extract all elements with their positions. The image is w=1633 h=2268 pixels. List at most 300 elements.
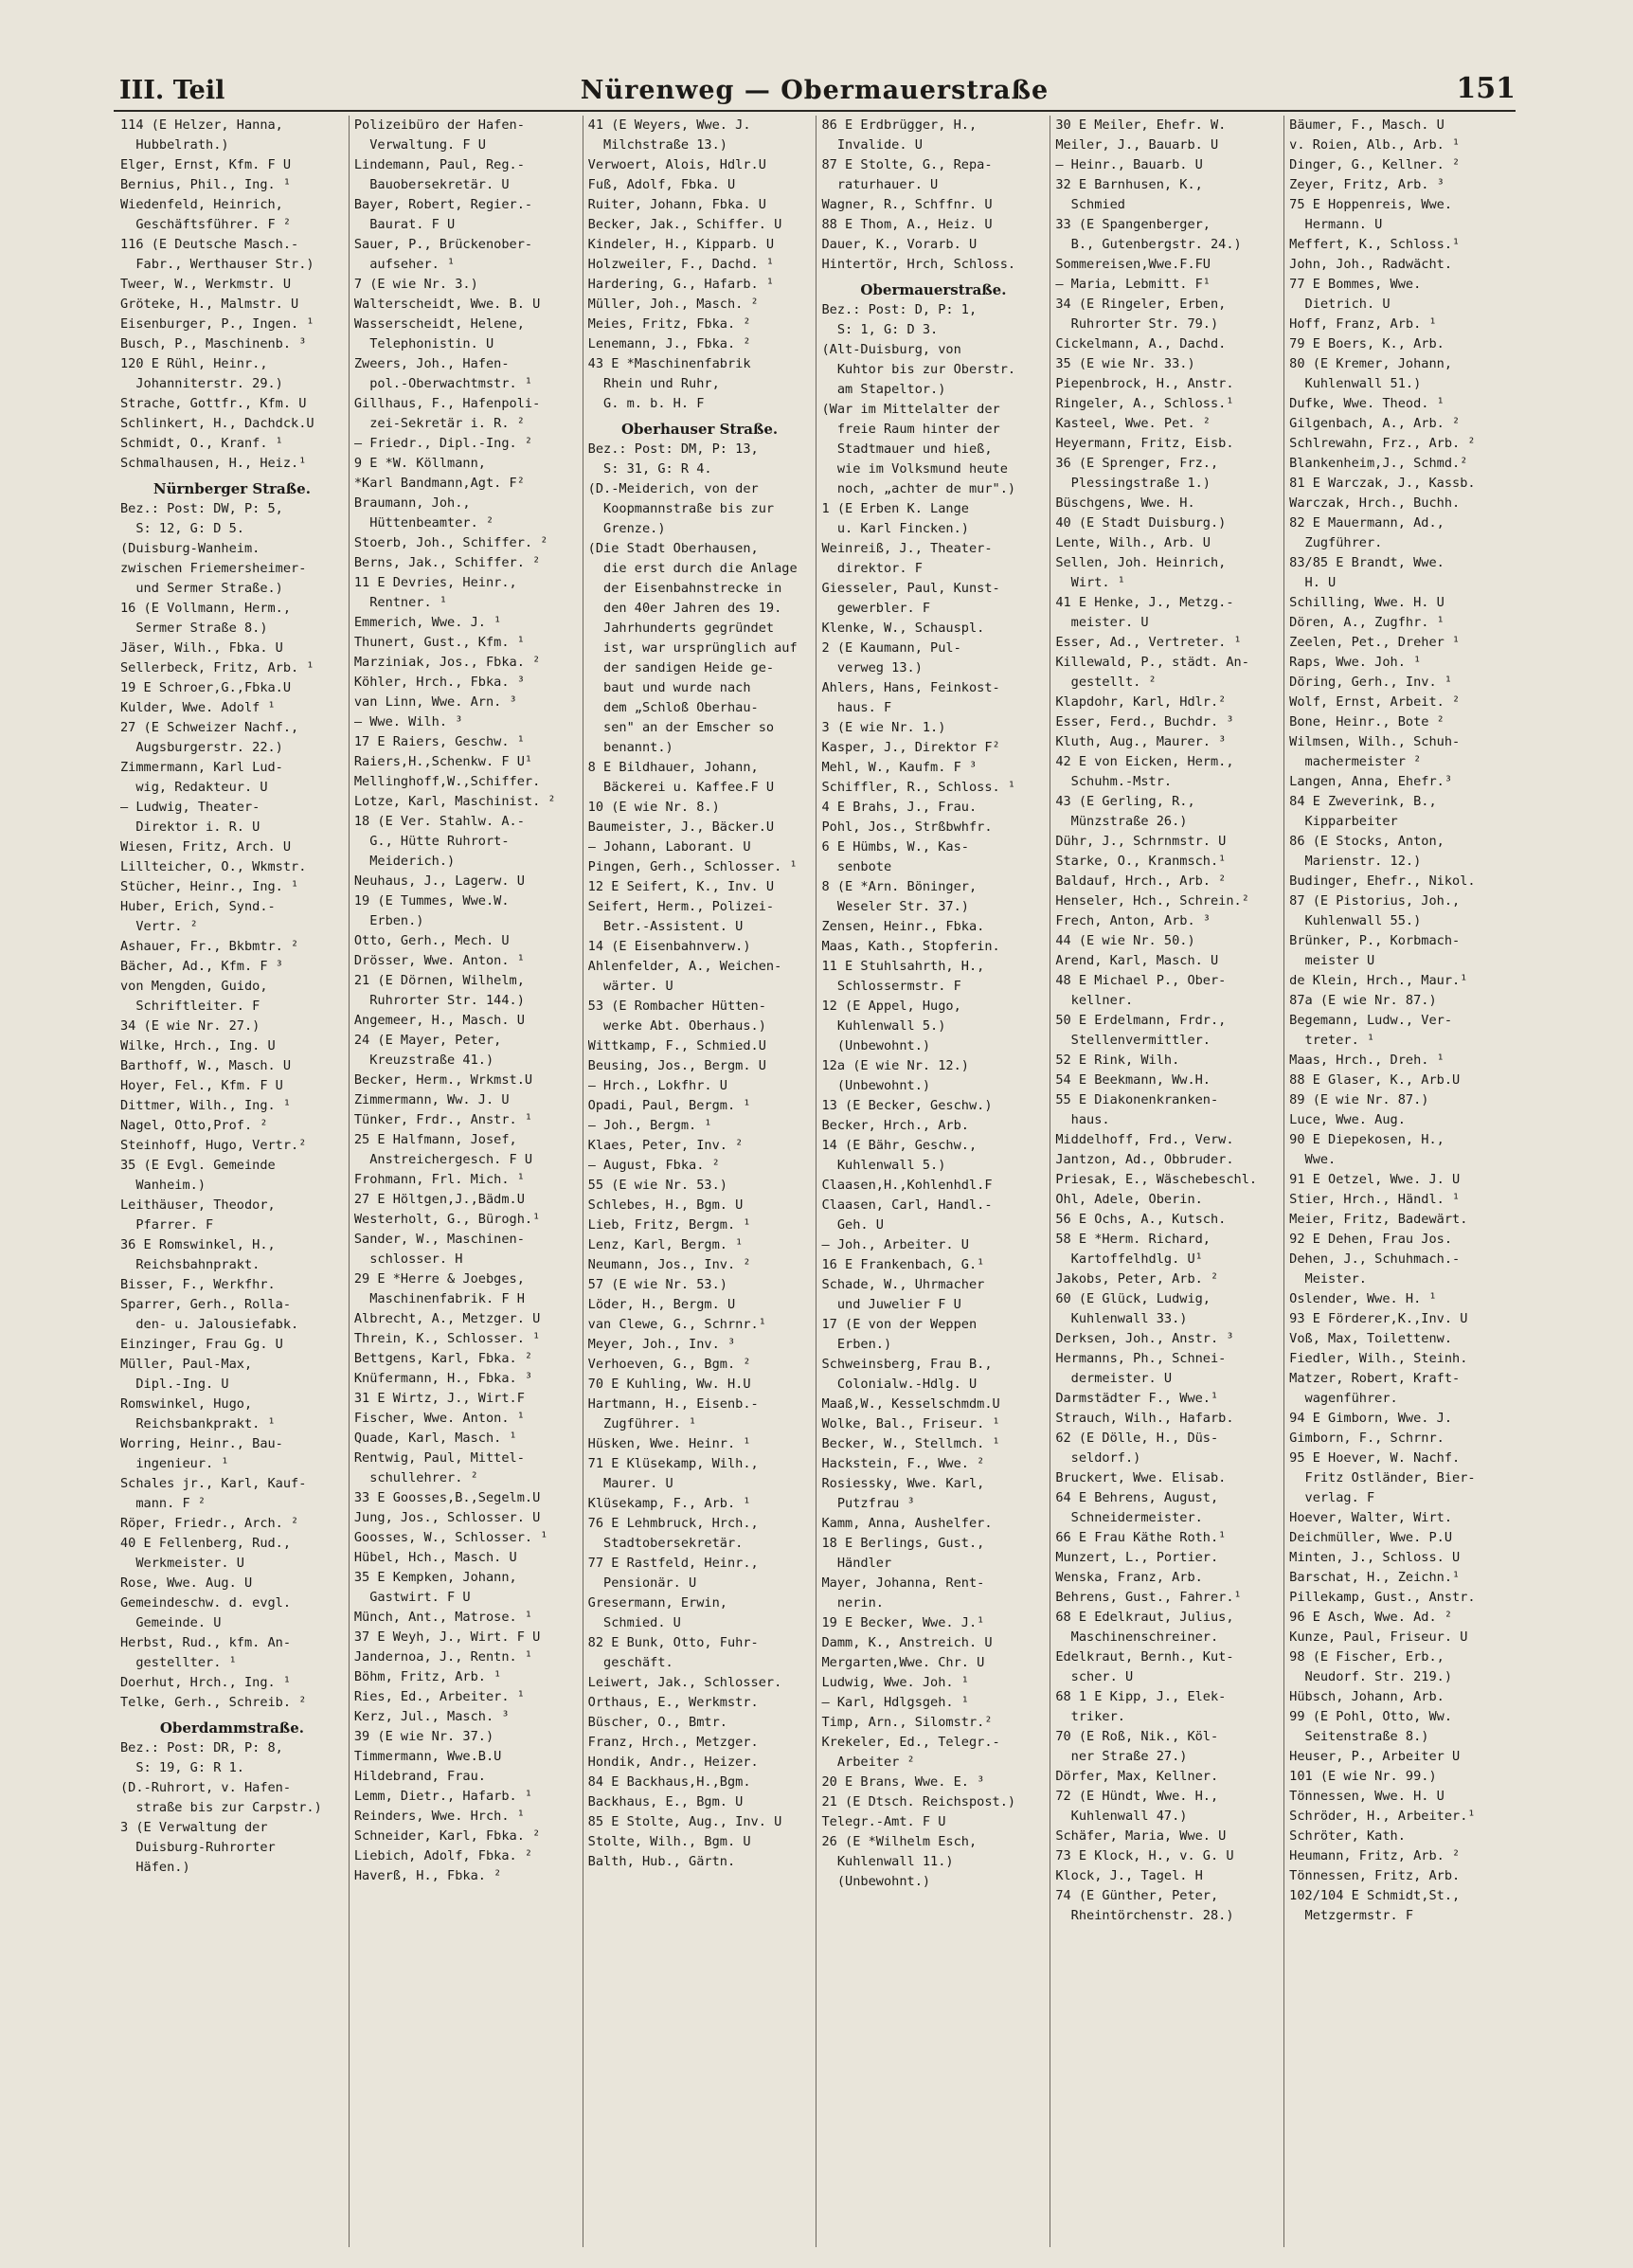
entry-line: Stücher, Heinr., Ing. ¹ [120, 879, 299, 894]
entry-line: Telegr.-Amt. F U [821, 1814, 946, 1829]
entry-line: Quade, Karl, Masch. ¹ [353, 1431, 517, 1446]
entry-line: Milchstraße 13.) [587, 137, 727, 153]
entry-line: 1 (E Erben K. Lange [821, 501, 969, 516]
entry-line: 62 (E Dölle, H., Düs- [1055, 1431, 1219, 1446]
entry-line: (Duisburg-Wanheim. [120, 541, 260, 556]
entry-line: Tönnessen, Wwe. H. U [1289, 1789, 1445, 1804]
entry-line: 32 E Barnhusen, K., [1055, 177, 1203, 192]
entry-line: Zugführer. [1289, 535, 1383, 550]
entry-line: Heuser, P., Arbeiter U [1289, 1749, 1461, 1764]
entry-line: Dinger, G., Kellner. ² [1289, 157, 1461, 172]
entry-line: 4 E Brahs, J., Frau. [821, 800, 978, 815]
entry-line: Meies, Fritz, Fbka. ² [587, 316, 751, 332]
entry-line: Stellenvermittler. [1055, 1033, 1211, 1048]
entry-line: Neuhaus, J., Lagerw. U [353, 873, 525, 889]
entry-line: Kuhlenwall 5.) [821, 1158, 946, 1173]
entry-line: v. Roien, Alb., Arb. ¹ [1289, 137, 1461, 153]
entry-line: 14 (E Bähr, Geschw., [821, 1138, 978, 1153]
entry-line: die erst durch die Anlage [587, 561, 798, 576]
entry-line: Haverß, H., Fbka. ² [353, 1868, 502, 1883]
entry-line: 25 E Halfmann, Josef, [353, 1132, 517, 1147]
entry-line: gestellt. ² [1055, 675, 1157, 690]
entry-line: *Karl Bandmann,Agt. F² [353, 476, 525, 491]
entry-line: 81 E Warczak, J., Kassb. [1289, 476, 1476, 491]
entry-line: Stadtmauer und hieß, [821, 441, 993, 457]
entry-line: am Stapeltor.) [821, 382, 946, 397]
entry-line: 74 (E Günther, Peter, [1055, 1888, 1219, 1903]
entry-line: Raps, Wwe. Joh. ¹ [1289, 655, 1422, 670]
entry-line: 48 E Michael P., Ober- [1055, 973, 1227, 988]
entry-line: 98 (E Fischer, Erb., [1289, 1649, 1445, 1665]
entry-line: 36 (E Sprenger, Frz., [1055, 456, 1219, 471]
entry-line: 7 (E wie Nr. 3.) [353, 277, 478, 292]
entry-line: 96 E Asch, Wwe. Ad. ² [1289, 1610, 1453, 1625]
entry-line: 16 (E Vollmann, Herm., [120, 601, 292, 616]
street-heading: Obermauerstraße. [860, 281, 1007, 298]
entry-line: 86 (E Stocks, Anton, [1289, 834, 1445, 849]
entry-line: Zweers, Joh., Hafen- [353, 356, 510, 371]
column-3 [583, 116, 816, 2247]
entry-line: 42 E von Eicken, Herm., [1055, 754, 1234, 769]
entry-line: Schilling, Wwe. H. U [1289, 595, 1445, 610]
entry-line: den- u. Jalousiefabk. [120, 1317, 299, 1332]
entry-line: Anstreichergesch. F U [353, 1152, 533, 1167]
entry-line: Bez.: Post: DW, P: 5, [120, 501, 283, 516]
entry-line: Duisburg-Ruhrorter [120, 1840, 276, 1855]
entry-line: Direktor i. R. U [120, 819, 260, 835]
entry-line: Westerholt, G., Bürogh.¹ [353, 1212, 541, 1227]
entry-line: Betr.-Assistent. U [587, 919, 744, 934]
entry-line: 3 (E wie Nr. 1.) [821, 720, 946, 735]
entry-line: Raiers,H.,Schenkw. F U¹ [353, 754, 533, 769]
entry-line: scher. U [1055, 1669, 1134, 1684]
entry-line: Wilke, Hrch., Ing. U [120, 1038, 276, 1053]
entry-line: Dörfer, Max, Kellner. [1055, 1769, 1219, 1784]
entry-line: Johanniterstr. 29.) [120, 376, 283, 391]
entry-line: Arend, Karl, Masch. U [1055, 953, 1219, 968]
entry-line: Röper, Friedr., Arch. ² [120, 1516, 299, 1531]
entry-line: Balth, Hub., Gärtn. [587, 1854, 736, 1869]
entry-line: Sander, W., Maschinen- [353, 1232, 525, 1247]
entry-line: — Joh., Bergm. ¹ [587, 1118, 712, 1133]
entry-line: Baurat. F U [353, 217, 456, 232]
entry-line: Stolte, Wilh., Bgm. U [587, 1834, 751, 1849]
entry-line: ingenieur. ¹ [120, 1456, 229, 1471]
entry-line: Verwoert, Alois, Hdlr.U [587, 157, 766, 172]
entry-line: Ruhrorter Str. 79.) [1055, 316, 1219, 332]
entry-line: Ruhrorter Str. 144.) [353, 993, 525, 1008]
entry-line: Schlebes, H., Bgm. U [587, 1197, 744, 1213]
entry-line: Hermann. U [1289, 217, 1383, 232]
entry-line: 87 E Stolte, G., Repa- [821, 157, 993, 172]
entry-line: wärter. U [587, 979, 673, 994]
entry-line: 43 (E Gerling, R., [1055, 794, 1195, 809]
entry-line: 58 E *Herm. Richard, [1055, 1232, 1211, 1247]
entry-line: van Linn, Wwe. Arn. ³ [353, 694, 517, 710]
entry-line: 13 (E Becker, Geschw.) [821, 1098, 993, 1113]
entry-line: noch, „achter de mur".) [821, 481, 1016, 496]
entry-line: Kartoffelhdlg. U¹ [1055, 1251, 1203, 1267]
entry-line: Maaß,W., Kesselschmdm.U [821, 1396, 1000, 1412]
entry-line: Piepenbrock, H., Anstr. [1055, 376, 1234, 391]
entry-line: Huber, Erich, Synd.- [120, 899, 276, 914]
entry-line: Bettgens, Karl, Fbka. ² [353, 1351, 533, 1366]
entry-line: Ruiter, Johann, Fbka. U [587, 197, 766, 212]
entry-line: Polizeibüro der Hafen- [353, 117, 525, 133]
entry-line: freie Raum hinter der [821, 422, 1000, 437]
entry-line: Goosses, W., Schlosser. ¹ [353, 1530, 548, 1545]
entry-line: Schröter, Kath. [1289, 1828, 1406, 1844]
entry-line: Berns, Jak., Schiffer. ² [353, 555, 541, 570]
entry-line: 12 (E Appel, Hugo, [821, 999, 961, 1014]
entry-line: baut und wurde nach [587, 680, 751, 695]
entry-line: Kindeler, H., Kipparb. U [587, 237, 775, 252]
entry-line: (D.-Meiderich, von der [587, 481, 759, 496]
entry-line: Mellinghoff,W.,Schiffer. [353, 774, 541, 789]
entry-line: Eisenburger, P., Ingen. ¹ [120, 316, 314, 332]
entry-line: 70 E Kuhling, Ww. H.U [587, 1377, 751, 1392]
entry-line: Maas, Kath., Stopferin. [821, 939, 1000, 954]
street-heading: Oberhauser Straße. [620, 421, 779, 438]
entry-line: Hintertör, Hrch, Schloss. [821, 257, 1016, 272]
entry-line: 72 (E Hündt, Wwe. H., [1055, 1789, 1219, 1804]
entry-line: Kerz, Jul., Masch. ³ [353, 1709, 510, 1724]
entry-line: Strauch, Wilh., Hafarb. [1055, 1411, 1234, 1426]
entry-line: Ashauer, Fr., Bkbmtr. ² [120, 939, 299, 954]
entry-line: Pohl, Jos., Strßbwhfr. [821, 819, 993, 835]
entry-line: Worring, Heinr., Bau- [120, 1436, 283, 1451]
entry-line: — Maria, Lebmitt. F¹ [1055, 277, 1211, 292]
entry-line: H. U [1289, 575, 1337, 590]
entry-line: Hübel, Hch., Masch. U [353, 1550, 517, 1565]
entry-line: Bäumer, F., Masch. U [1289, 117, 1445, 133]
entry-line: de Klein, Hrch., Maur.¹ [1289, 973, 1468, 988]
entry-line: 77 E Rastfeld, Heinr., [587, 1556, 759, 1571]
entry-line: Tönnessen, Fritz, Arb. [1289, 1868, 1461, 1883]
entry-line: Bez.: Post: D, P: 1, [821, 302, 978, 317]
entry-line: 37 E Weyh, J., Wirt. F U [353, 1629, 541, 1645]
entry-line: Klüsekamp, F., Arb. ¹ [587, 1496, 751, 1511]
entry-line: geschäft. [587, 1655, 673, 1670]
entry-line: S: 12, G: D 5. [120, 521, 244, 536]
entry-line: Sauer, P., Brückenober- [353, 237, 533, 252]
entry-line: 70 (E Roß, Nik., Köl- [1055, 1729, 1219, 1744]
entry-line: 34 (E Ringeler, Erben, [1055, 297, 1227, 312]
entry-line: senbote [821, 859, 892, 874]
entry-line: Langen, Anna, Ehefr.³ [1289, 774, 1453, 789]
entry-line: 9 E *W. Köllmann, [353, 456, 486, 471]
entry-line: Liebich, Adolf, Fbka. ² [353, 1848, 533, 1863]
entry-line: Pensionär. U [587, 1575, 697, 1591]
entry-line: Wirt. ¹ [1055, 575, 1125, 590]
entry-line: meister U [1289, 953, 1375, 968]
entry-line: Thunert, Gust., Kfm. ¹ [353, 635, 525, 650]
entry-line: 88 E Glaser, K., Arb.U [1289, 1072, 1461, 1088]
entry-line: Zugführer. ¹ [587, 1416, 697, 1431]
entry-line: Holzweiler, F., Dachd. ¹ [587, 257, 775, 272]
entry-line: (D.-Ruhrort, v. Hafen- [120, 1780, 292, 1795]
column-5 [1050, 116, 1283, 2247]
entry-line: gewerbler. F [821, 601, 931, 616]
entry-line: Opadi, Paul, Bergm. ¹ [587, 1098, 751, 1113]
entry-line: wagenführer. [1289, 1391, 1398, 1406]
entry-line: Klapdohr, Karl, Hdlr.² [1055, 694, 1227, 710]
entry-line: Kuhlenwall 47.) [1055, 1809, 1188, 1824]
entry-line: Erben.) [353, 913, 424, 928]
entry-line: Pfarrer. F [120, 1217, 214, 1233]
entry-line: Schweinsberg, Frau B., [821, 1357, 993, 1372]
entry-line: 82 E Mauermann, Ad., [1289, 515, 1445, 531]
entry-line: seldorf.) [1055, 1450, 1141, 1466]
entry-line: Angemeer, H., Masch. U [353, 1013, 525, 1028]
entry-line: Schriftleiter. F [120, 999, 260, 1014]
entry-line: Sellen, Joh. Heinrich, [1055, 555, 1227, 570]
entry-line: 55 (E wie Nr. 53.) [587, 1178, 727, 1193]
entry-line: Verwaltung. F U [353, 137, 486, 153]
street-heading: Nürnberger Straße. [153, 480, 311, 497]
entry-line: Mehl, W., Kaufm. F ³ [821, 760, 978, 775]
entry-line: 19 E Schroer,G.,Fbka.U [120, 680, 292, 695]
entry-line: 55 E Diakonenkranken- [1055, 1092, 1219, 1107]
entry-line: der sandigen Heide ge- [587, 660, 775, 675]
entry-line: Jakobs, Peter, Arb. ² [1055, 1271, 1219, 1287]
entry-line: 19 E Becker, Wwe. J.¹ [821, 1615, 985, 1630]
entry-line: 35 (E Evgl. Gemeinde [120, 1158, 276, 1173]
entry-line: Lente, Wilh., Arb. U [1055, 535, 1211, 550]
entry-line: Nagel, Otto,Prof. ² [120, 1118, 268, 1133]
entry-line: und Sermer Straße.) [120, 581, 283, 596]
entry-line: Fiedler, Wilh., Steinh. [1289, 1351, 1468, 1366]
entry-line: Kuhlenwall 11.) [821, 1854, 954, 1869]
entry-line: Meffert, K., Schloss.¹ [1289, 237, 1461, 252]
entry-line: 35 E Kempken, Johann, [353, 1570, 517, 1585]
entry-line: Köhler, Hrch., Fbka. ³ [353, 675, 525, 690]
entry-line: Büschgens, Wwe. H. [1055, 495, 1195, 511]
entry-line: Dufke, Wwe. Theod. ¹ [1289, 396, 1445, 411]
entry-line: Derksen, Joh., Anstr. ³ [1055, 1331, 1234, 1346]
entry-line: Hübsch, Johann, Arb. [1289, 1689, 1445, 1704]
entry-line: Döring, Gerh., Inv. ¹ [1289, 675, 1453, 690]
entry-line: 52 E Rink, Wilh. [1055, 1053, 1180, 1068]
entry-line: u. Karl Fincken.) [821, 521, 969, 536]
entry-line: Ries, Ed., Arbeiter. ¹ [353, 1689, 525, 1704]
entry-line: Kamm, Anna, Aushelfer. [821, 1516, 993, 1531]
entry-line: Maschinenschreiner. [1055, 1629, 1219, 1645]
entry-line: Kipparbeiter [1289, 814, 1398, 829]
entry-line: Gröteke, H., Malmstr. U [120, 297, 299, 312]
entry-line: Gresermann, Erwin, [587, 1595, 727, 1611]
entry-line: zei-Sekretär i. R. ² [353, 416, 525, 431]
entry-line: Ohl, Adele, Oberin. [1055, 1192, 1203, 1207]
entry-line: ner Straße 27.) [1055, 1749, 1188, 1764]
entry-line: Zeelen, Pet., Dreher ¹ [1289, 635, 1461, 650]
entry-line: 19 (E Tummes, Wwe.W. [353, 893, 510, 909]
entry-line: Werkmeister. U [120, 1556, 244, 1571]
entry-line: (Alt-Duisburg, von [821, 342, 961, 357]
entry-line: 27 E Höltgen,J.,Bädm.U [353, 1192, 525, 1207]
entry-line: Baldauf, Hrch., Arb. ² [1055, 873, 1227, 889]
entry-line: Pingen, Gerh., Schlosser. ¹ [587, 859, 798, 874]
entry-line: Bisser, F., Werkfhr. [120, 1277, 276, 1292]
entry-line: 27 (E Schweizer Nachf., [120, 720, 299, 735]
entry-line: Geschäftsführer. F ² [120, 217, 292, 232]
entry-line: 120 E Rühl, Heinr., [120, 356, 268, 371]
entry-line: 53 (E Rombacher Hütten- [587, 999, 766, 1014]
entry-line: 10 (E wie Nr. 8.) [587, 800, 720, 815]
entry-line: Vertr. ² [120, 919, 198, 934]
entry-line: Colonialw.-Hdlg. U [821, 1377, 978, 1392]
entry-line: Dipl.-Ing. U [120, 1377, 229, 1392]
entry-line: Hardering, G., Hafarb. ¹ [587, 277, 775, 292]
entry-line: 44 (E wie Nr. 50.) [1055, 933, 1195, 948]
entry-line: 64 E Behrens, August, [1055, 1490, 1219, 1505]
entry-line: Schmied. U [587, 1615, 681, 1630]
column-6 [1283, 116, 1517, 2247]
entry-line: 68 E Edelkraut, Julius, [1055, 1610, 1234, 1625]
entry-line: 12a (E wie Nr. 12.) [821, 1058, 969, 1073]
entry-line: S: 19, G: R 1. [120, 1760, 244, 1775]
entry-line: Becker, Jak., Schiffer. U [587, 217, 782, 232]
entry-line: Meyer, Joh., Inv. ³ [587, 1337, 736, 1352]
entry-line: Ahlers, Hans, Feinkost- [821, 680, 1000, 695]
entry-line: pol.-Oberwachtmstr. ¹ [353, 376, 533, 391]
entry-line: ist, war ursprünglich auf [587, 640, 798, 656]
entry-line: Luce, Wwe. Aug. [1289, 1112, 1406, 1127]
entry-line: — August, Fbka. ² [587, 1158, 720, 1173]
entry-line: Weinreiß, J., Theater- [821, 541, 993, 556]
entry-line: Rheintörchenstr. 28.) [1055, 1908, 1234, 1923]
entry-line: Deichmüller, Wwe. P.U [1289, 1530, 1453, 1545]
entry-line: Wilmsen, Wilh., Schuh- [1289, 734, 1461, 749]
entry-line: Voß, Max, Toilettenw. [1289, 1331, 1453, 1346]
entry-line: 87 (E Pistorius, Joh., [1289, 893, 1461, 909]
entry-line: Kulder, Wwe. Adolf ¹ [120, 700, 276, 715]
entry-line: Jung, Jos., Schlosser. U [353, 1510, 541, 1525]
entry-line: Becker, W., Stellmch. ¹ [821, 1436, 1000, 1451]
entry-line: Grenze.) [587, 521, 666, 536]
entry-line: Fritz Ostländer, Bier- [1289, 1470, 1476, 1485]
entry-line: Knüfermann, H., Fbka. ³ [353, 1371, 533, 1386]
entry-line: Schröder, H., Arbeiter.¹ [1289, 1809, 1476, 1824]
entry-line: Hüttenbeamter. ² [353, 515, 494, 531]
entry-line: 33 E Goosses,B.,Segelm.U [353, 1490, 541, 1505]
entry-line: Lemm, Dietr., Hafarb. ¹ [353, 1789, 533, 1804]
entry-line: Giesseler, Paul, Kunst- [821, 581, 1000, 596]
entry-line: 3 (E Verwaltung der [120, 1820, 268, 1835]
entry-line: Gillhaus, F., Hafenpoli- [353, 396, 541, 411]
entry-line: Herbst, Rud., kfm. An- [120, 1635, 292, 1650]
entry-line: 99 (E Pohl, Otto, Ww. [1289, 1709, 1453, 1724]
entry-line: Hartmann, H., Eisenb.- [587, 1396, 759, 1412]
entry-line: Weseler Str. 37.) [821, 899, 969, 914]
entry-line: 90 E Diepekosen, H., [1289, 1132, 1445, 1147]
entry-line: wie im Volksmund heute [821, 461, 1008, 477]
entry-line: Fabr., Werthauser Str.) [120, 257, 314, 272]
entry-line: Walterscheidt, Wwe. B. U [353, 297, 541, 312]
entry-line: der Eisenbahnstrecke in [587, 581, 782, 596]
entry-line: dem „Schloß Oberhau- [587, 700, 759, 715]
entry-line: haus. [1055, 1112, 1110, 1127]
entry-line: Bächer, Ad., Kfm. F ³ [120, 959, 283, 974]
entry-line: Ringeler, A., Schloss.¹ [1055, 396, 1234, 411]
entry-line: (Die Stadt Oberhausen, [587, 541, 759, 556]
entry-line: 8 E Bildhauer, Johann, [587, 760, 759, 775]
entry-line: Meiler, J., Bauarb. U [1055, 137, 1219, 153]
entry-line: Cickelmann, A., Dachd. [1055, 336, 1227, 351]
entry-line: Metzgermstr. F [1289, 1908, 1414, 1923]
entry-line: 66 E Frau Käthe Roth.¹ [1055, 1530, 1227, 1545]
entry-line: Rose, Wwe. Aug. U [120, 1575, 253, 1591]
entry-line: Leiwert, Jak., Schlosser. [587, 1675, 782, 1690]
entry-line: Busch, P., Maschinenb. ³ [120, 336, 307, 351]
entry-line: Warczak, Hrch., Buchh. [1289, 495, 1461, 511]
entry-line: Maschinenfabrik. F H [353, 1291, 525, 1306]
entry-line: Heumann, Fritz, Arb. ² [1289, 1848, 1461, 1863]
entry-line: direktor. F [821, 561, 923, 576]
entry-line: 77 E Bommes, Wwe. [1289, 277, 1422, 292]
entry-line: von Mengden, Guido, [120, 979, 268, 994]
entry-line: Gilgenbach, A., Arb. ² [1289, 416, 1461, 431]
entry-line: G., Hütte Ruhrort- [353, 834, 510, 849]
entry-line: Bäckerei u. Kaffee.F U [587, 780, 775, 795]
entry-line: Schneidermeister. [1055, 1510, 1203, 1525]
page-header [114, 68, 1516, 112]
entry-line: 17 E Raiers, Geschw. ¹ [353, 734, 525, 749]
entry-line: Hubbelrath.) [120, 137, 229, 153]
entry-line: Wittkamp, F., Schmied.U [587, 1038, 766, 1053]
entry-line: 84 E Backhaus,H.,Bgm. [587, 1774, 751, 1790]
column-2 [349, 116, 583, 2247]
entry-line: Schmalhausen, H., Heiz.¹ [120, 456, 307, 471]
entry-line: Elger, Ernst, Kfm. F U [120, 157, 292, 172]
entry-line: Meier, Fritz, Badewärt. [1289, 1212, 1468, 1227]
entry-line: Bayer, Robert, Regier.- [353, 197, 533, 212]
entry-line: Schlinkert, H., Dachdck.U [120, 416, 314, 431]
entry-line: Claasen,H.,Kohlenhdl.F [821, 1178, 993, 1193]
entry-line: nerin. [821, 1595, 884, 1611]
entry-line: Tünker, Frdr., Anstr. ¹ [353, 1112, 533, 1127]
entry-line: Bernius, Phil., Ing. ¹ [120, 177, 292, 192]
entry-line: Behrens, Gust., Fahrer.¹ [1055, 1590, 1242, 1605]
entry-line: Meiderich.) [353, 854, 456, 869]
entry-line: 101 (E wie Nr. 99.) [1289, 1769, 1437, 1784]
entry-line: 11 E Devries, Heinr., [353, 575, 517, 590]
entry-line: Schmidt, O., Kranf. ¹ [120, 436, 283, 451]
entry-line: Koopmannstraße bis zur [587, 501, 775, 516]
entry-line: haus. F [821, 700, 892, 715]
entry-line: wig, Redakteur. U [120, 780, 268, 795]
entry-line: Maas, Hrch., Dreh. ¹ [1289, 1053, 1445, 1068]
entry-line: Darmstädter F., Wwe.¹ [1055, 1391, 1219, 1406]
entry-line: Minten, J., Schloss. U [1289, 1550, 1461, 1565]
entry-line: Ahlenfelder, A., Weichen- [587, 959, 782, 974]
entry-line: 31 E Wirtz, J., Wirt.F [353, 1391, 525, 1406]
entry-line: Emmerich, Wwe. J. ¹ [353, 615, 502, 630]
entry-line: Kunze, Paul, Friseur. U [1289, 1629, 1468, 1645]
entry-line: Dören, A., Zugfhr. ¹ [1289, 615, 1445, 630]
entry-line: Dittmer, Wilh., Ing. ¹ [120, 1098, 292, 1113]
entry-line: 71 E Klüsekamp, Wilh., [587, 1456, 759, 1471]
entry-line: 18 E Berlings, Gust., [821, 1536, 985, 1551]
entry-line: Lieb, Fritz, Bergm. ¹ [587, 1217, 751, 1233]
entry-line: sen" an der Emscher so [587, 720, 775, 735]
entry-line: 41 E Henke, J., Metzg.- [1055, 595, 1234, 610]
entry-line: Hoff, Franz, Arb. ¹ [1289, 316, 1437, 332]
entry-line: Jandernoa, J., Rentn. ¹ [353, 1649, 533, 1665]
entry-line: raturhauer. U [821, 177, 939, 192]
entry-line: 91 E Oetzel, Wwe. J. U [1289, 1172, 1461, 1187]
entry-line: Hondik, Andr., Heizer. [587, 1755, 759, 1770]
